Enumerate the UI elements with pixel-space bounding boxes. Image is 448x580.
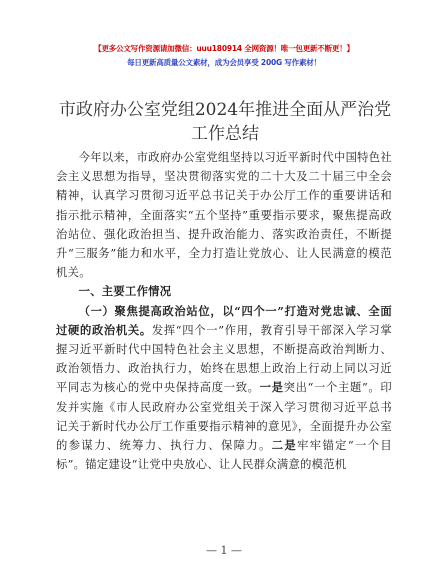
document-title: 市政府办公室党组2024年推进全面从严治党工作总结 — [58, 100, 392, 144]
promo-banner-line-2: 每日更新高质量公文素材，成为会员享受 200G 写作素材！ — [127, 58, 321, 67]
subsection-paragraph — [56, 302, 392, 475]
subsection-heading: （一）聚焦提高政治站位，以“四个一”打造对党忠诚、全面过硬的政治机关。 — [56, 303, 392, 337]
paragraph-text-b: 突出“一个主题”。印发并实施《市人民政府办公室党组关于深入学习贯彻习近平总书记关于新时代办公厅工作重要指示精神的意见》，全面提升办公室的参谋力、统筹力、执行力、保障力。 — [56, 381, 392, 453]
page-number: — 1 — — [206, 544, 242, 557]
ordinal-one: 一是 — [259, 380, 284, 395]
paragraph-text-a: 发挥“四个一”作用，教育引导干部深入学习掌握习近平新时代中国特色社会主义思想，不断提高政治判断力、政治领悟力、政治执行力，始终在思想上政治上行动上同以习近平同志为核心的党中央保持高度一致。 — [56, 323, 392, 395]
section-heading: 一、主要工作情况 — [78, 285, 172, 299]
document-body — [56, 148, 392, 474]
intro-paragraph: 今年以来，市政府办公室党组坚持以习近平新时代中国特色社会主义思想为指导，坚决贯彻落实党的二十大及二十届三中全会精神，认真学习贯彻习近平总书记关于办公厅工作的重要讲话和指示批示精神，全面落实“五个坚持”重要指示要求，聚焦提高政治站位、强化政治担当、提升政治能力、落实政治责任，不断提升“三服务”能力和水平，全力打造让党放心、让人民满意的模范机关。 — [56, 151, 392, 280]
promo-banner-line-1: 【更多公文写作资源请加微信：uuu180914 全网资源！唯一包更新不断更！】 — [94, 44, 354, 53]
ordinal-two: 二是 — [271, 438, 298, 453]
paragraph-text-c: 牢牢锚定“一个目标”。锚定建设“让党中央放心、让人民群众满意的模范机 — [56, 439, 392, 472]
